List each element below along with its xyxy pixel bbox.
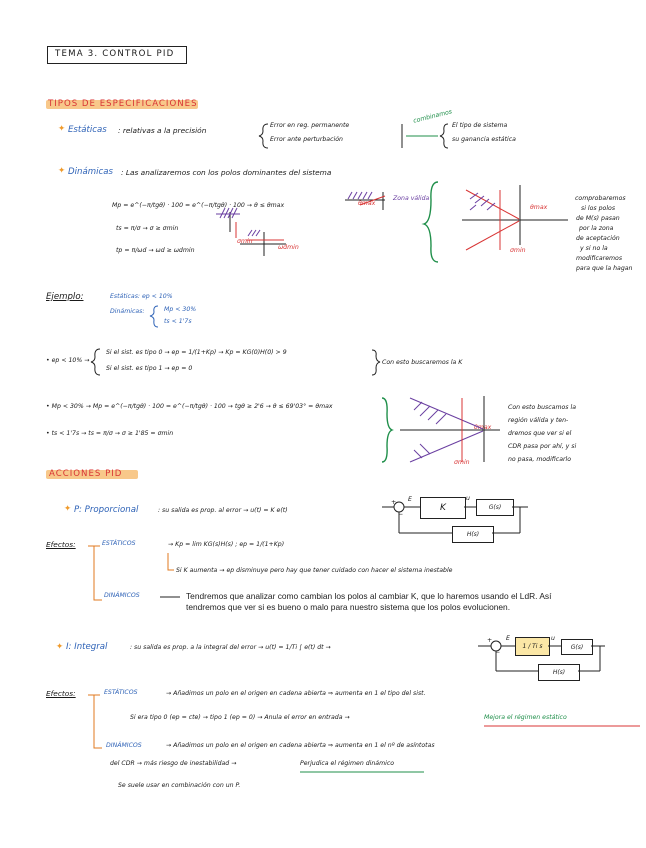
p-dynamic-label: DINÁMICOS: [104, 592, 140, 599]
p-dynamic-text-1: Tendremos que analizar como cambian los polos al cambiar K, que lo haremos usando el LdR. Así: [186, 591, 552, 601]
h-block-2: H(s): [538, 664, 580, 681]
formula-tp: tp = π/ωd → ωd ≥ ωdmin: [116, 247, 195, 254]
static-item-1: Error en reg. permanente: [270, 122, 350, 129]
static-annotation: combinamos: [412, 108, 453, 125]
minus-sign: −: [398, 511, 404, 518]
s-plane-sketch: [462, 185, 568, 250]
h-block: H(s): [452, 526, 494, 543]
example-note-line: región válida y ten-: [508, 417, 569, 424]
brace-icon: [259, 124, 268, 148]
ep-line-2: Si el sist. es tipo 1 → ep = 0: [106, 365, 193, 372]
e-label-2: E: [506, 635, 510, 642]
example-static: Estáticas: ep < 10%: [110, 293, 173, 300]
i-note: Se suele usar en combinación con un P.: [118, 782, 241, 789]
star-icon: ✦: [56, 642, 64, 652]
example-s-plane: [400, 396, 500, 462]
example-note-line: CDR pasa por ahí, y si: [508, 443, 577, 450]
tree-line: [94, 546, 102, 600]
brace-icon: [150, 306, 158, 327]
i-static-text-2: Si era tipo 0 (ep = cte) → tipo 1 (ep = 0) → Anula el error en entrada →: [130, 714, 350, 721]
i-static-text: → Añadimos un polo en el origen en cadena abierta ⇒ aumenta en 1 el tipo del sist.: [166, 690, 426, 697]
actions-heading: ACCIONES PID: [49, 469, 123, 479]
side-note-line: de M(s) pasan: [576, 215, 620, 222]
p-text: : su salida es prop. al error → u(t) = K e(t): [158, 507, 288, 514]
dynamic-label: Dinámicas: [68, 167, 113, 177]
i-label: I: Integral: [66, 642, 108, 652]
u-label: u: [466, 495, 470, 502]
region-label: Zona válida: [393, 195, 430, 202]
region-sketch-3: [345, 192, 385, 210]
example-dynamic-item: Mp < 30%: [164, 306, 197, 313]
star-icon: ✦: [58, 124, 66, 134]
example-dynamic-item: ts < 1'7s: [164, 318, 192, 325]
side-note-line: comprobaremos: [575, 195, 626, 202]
formula-ts: ts = π/σ → σ ≥ σmin: [116, 225, 179, 232]
i-static-label: ESTÁTICOS: [104, 689, 138, 696]
static-item-2: Error ante perturbación: [270, 136, 343, 143]
brace-icon: [424, 182, 438, 262]
g-block-2: G(s): [561, 639, 593, 655]
brace-icon: [372, 350, 380, 375]
static-result-1: El tipo de sistema: [452, 122, 508, 129]
example-dynamic-label: Dinámicas:: [110, 308, 145, 315]
effects-label: Efectos:: [46, 540, 76, 549]
theta-label: θmax: [358, 200, 376, 207]
side-note-line: si los polos: [581, 205, 616, 212]
side-note-line: para que la hagan: [576, 265, 633, 272]
brace-icon: [440, 124, 448, 148]
ep-note: Con esto buscaremos la K: [382, 359, 463, 366]
p-static-formula: → Kp = lim KG(s)H(s) ; ep = 1/(1+Kp): [168, 541, 285, 548]
sigma-label-2: σmin: [510, 247, 526, 254]
plus-sign-2: +: [487, 637, 493, 644]
i-dynamic-text: → Añadimos un polo en el origen en cadena abierta ⇒ aumenta en 1 el nº de asíntotas: [166, 742, 435, 749]
example-note-line: Con esto buscamos la: [508, 404, 576, 411]
effects-label-2: Efectos:: [46, 689, 76, 698]
region-sketch-1: [216, 208, 240, 238]
side-note-line: y si no la: [580, 245, 608, 252]
theta-label-2: θmax: [530, 204, 548, 211]
tree-line: [168, 553, 174, 570]
u-label-2: u: [551, 635, 555, 642]
omega-label: ωdmin: [278, 244, 299, 251]
i-block-wires: [478, 641, 605, 671]
static-label: Estáticas: [68, 125, 107, 135]
g-block: G(s): [476, 499, 514, 516]
k-block: K: [420, 497, 466, 519]
sigma-label: σmin: [237, 238, 253, 245]
region-sketch-2: [240, 230, 286, 256]
plus-sign: +: [391, 499, 397, 506]
i-dynamic-result: Perjudica el régimen dinámico: [300, 760, 395, 767]
brace-icon: [91, 349, 100, 375]
i-dynamic-text-2: del CDR → más riesgo de inestabilidad →: [110, 760, 237, 767]
mp-line: • Mp < 30% → Mp = e^(−π/tgθ) · 100 = e^(−π/tgθ) · 100 → tgθ ≥ 2'6 → θ ≤ 69'03° = θmax: [46, 403, 333, 410]
p-block-wires: [382, 499, 528, 533]
brace-icon: [382, 398, 392, 462]
side-note-line: de aceptación: [576, 235, 620, 242]
side-note-line: por la zona: [579, 225, 614, 232]
side-note-line: modificaremos: [576, 255, 623, 262]
static-result-2: su ganancia estática: [452, 136, 516, 143]
static-text: : relativas a la precisión: [118, 126, 207, 135]
example-note-line: no pasa, modificarlo: [508, 456, 572, 463]
ep-line-1: Si el sist. es tipo 0 → ep = 1/(1+Kp) → Kp = KG(0)H(0) > 9: [106, 349, 287, 356]
tree-line: [94, 695, 102, 748]
example-sigma-label: σmin: [454, 459, 470, 466]
spec-heading: TIPOS DE ESPECIFICACIONES: [48, 99, 198, 109]
minus-sign-2: −: [495, 649, 501, 656]
p-dynamic-text-2: tendremos que ver si es bueno o malo para nuestro sistema que los polos evolucionen.: [186, 602, 511, 612]
page-title: TEMA 3. CONTROL PID: [55, 49, 175, 59]
ep-label: • ep < 10% →: [46, 357, 90, 364]
e-label: E: [408, 496, 412, 503]
i-static-result: Mejora el régimen estático: [484, 714, 567, 721]
ts-line: • ts < 1'7s → ts = π/σ → σ ≥ 1'85 = σmin: [46, 430, 174, 437]
formula-mp: Mp = e^(−π/tgθ) · 100 = e^(−π/tgθ) · 100 → θ ≤ θmax: [112, 202, 285, 209]
p-static-note: Si K aumenta → ep disminuye pero hay que tener cuidado con hacer el sistema inestable: [176, 567, 453, 574]
p-label: P: Proporcional: [74, 505, 139, 515]
p-static-label: ESTÁTICOS: [102, 540, 136, 547]
i-block: 1 / Ti s: [515, 637, 550, 656]
star-icon: ✦: [64, 504, 72, 514]
i-dynamic-label: DINÁMICOS: [106, 742, 142, 749]
i-text: : su salida es prop. a la integral del error → u(t) = 1/Ti ∫ e(t) dt →: [130, 644, 331, 651]
star-icon: ✦: [58, 166, 66, 176]
example-theta-label: θmax: [474, 424, 492, 431]
example-label: Ejemplo:: [46, 292, 84, 302]
dynamic-text: : Las analizaremos con los polos dominantes del sistema: [121, 168, 332, 177]
example-note-line: dremos que ver si el: [508, 430, 572, 437]
